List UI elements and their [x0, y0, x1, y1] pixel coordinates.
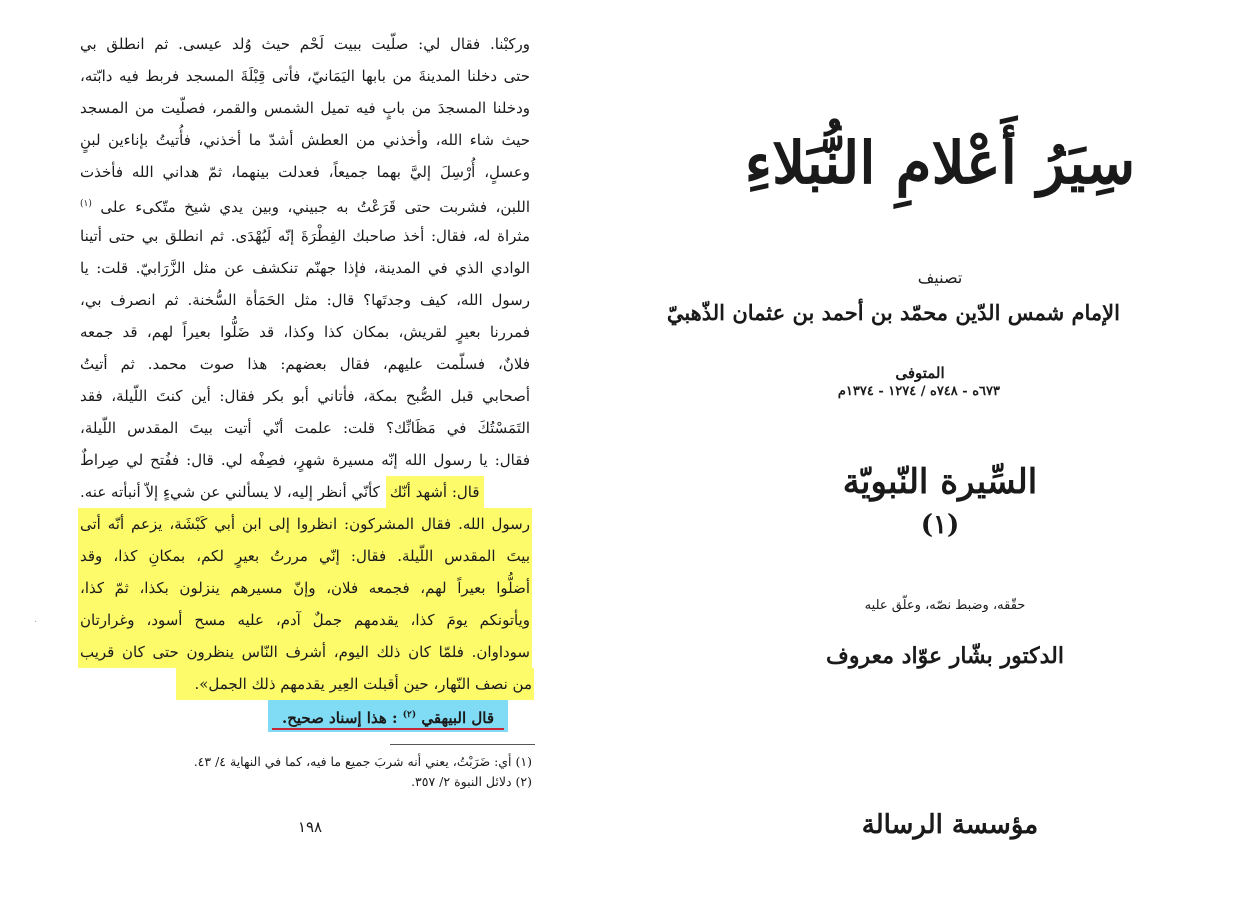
text-line-body: اللبن، فشربت حتى قَرَعْتُ به جبيني، وبين يدي شيخ متّكىء على [100, 198, 530, 216]
text-line: مثراة له، فقال: أخذ صاحبك الفِطْرَةَ إنّه لَيُهْدَى. ثم انطلق بي حتى أتينا [80, 227, 530, 245]
highlighted-line: رسول الله. فقال المشركون: انظروا إلى ابن أبي كَبْشَة، يزعم أنّه أتى [78, 508, 532, 540]
red-underline [272, 728, 504, 730]
text-line-with-footnote [78, 188, 532, 220]
highlighted-line: أضلُّوا بعيراً لهم، فجمعه فلان، وإنّ مسيرهم ينزلون بكذا، ثمّ كذا، [78, 572, 532, 604]
text-line: ودخلنا المسجدَ من بابٍ فيه تميل الشمس والقمر، فصلّيت من المسجد [80, 99, 530, 117]
text-line-mixed [78, 476, 532, 508]
footnote-mark: (٢) [402, 710, 417, 720]
grading-speaker: قال البيهقي [421, 709, 495, 727]
text-line: وركبْنا. فقال لي: صلّيت ببيت لَحْم حيث وُلد عيسى. ثم انطلق بي [80, 35, 530, 53]
footnote-mark: (١) [80, 199, 92, 209]
text-line: رسول الله، كيف وجدتَها؟ قال: مثل الحَمَأة السُّخنة. ثم انصرف بي، [80, 291, 530, 309]
text-line: فقال: يا رسول الله إنّه مسيرة شهرٍ، فصِفْه لي. قال: ففُتح لي صِراطٌ [80, 451, 530, 469]
editor-name: الدكتور بشّار عوّاد معروف [826, 643, 1064, 669]
text-line: التَمَسْتُكَ في مَظَانِّك؟ قلت: علمت أنّي أتيت بيتَ المقدس اللّيلة، [80, 419, 530, 437]
text-line: فلانٌ، فسلّمت عليهم، فقال بعضهم: هذا صوت محمد. ثم أتيتُ [80, 355, 530, 373]
margin-mark: · [34, 617, 38, 628]
text-line: الوادي الذي في المدينة، فإذا جهنّم تنكشف عن مثل الزَّرَابيّ. قلت: يا [80, 259, 530, 277]
volume-number: (١) [920, 510, 960, 540]
author-name: الإمام شمس الدّين محمّد بن أحمد بن عثمان الذّهبيّ [666, 300, 1120, 325]
text-line: حيث شاء الله، وأخذني من العطش أشدّ ما أخذني، فأُتيتُ بإناءين لبنٍ [80, 131, 530, 149]
highlighted-line: سوداوان. فلمّا كان ذلك اليوم، أشرف النّاس ينظرون حتى كان قريب [78, 636, 532, 668]
work-title: السِّيرة النّبويّة [842, 462, 1038, 502]
grading-text: : هذا إسناد صحيح. [281, 709, 398, 727]
publisher-name: مؤسسة الرسالة [861, 810, 1039, 840]
highlighted-line: ويأتونكم يومَ كذا، يقدمهم جملٌ آدم، عليه مسح أسود، وغرارتان [78, 604, 532, 636]
highlighted-line: بيتَ المقدس اللّيلة. فقال: إنّي مررتُ بعيرٍ لكم، بمكانِ كذا، وقد [78, 540, 532, 572]
editor-label: حقّقه، وضبط نصّه، وعلّق عليه [864, 598, 1026, 613]
text-line: فمررنا بعيرٍ لقريش، بمكان كذا وكذا، قد ضَلُّوا بعيراً لهم، قد جمعه [80, 323, 530, 341]
footnote-divider [390, 744, 535, 745]
text-line: حتى دخلنا المدينةَ من بابها اليَمَانيّ، فأتى قِبْلَةَ المسجد فربط فيه دابّته، [80, 67, 530, 85]
main-text [78, 28, 532, 700]
footnote-2: (٢) دلائل النبوة ٢/ ٣٥٧. [411, 774, 532, 789]
highlighted-line-last: من نصف النّهار، حين أقبلت العِير يقدمهم ذلك الجمل». [176, 668, 534, 700]
text-line-body: كأنّي أنظر إليه، لا يسألني عن شيءٍ إلاّ أنبأته عنه. [80, 483, 380, 501]
text-line: وعسلٍ، أُرْسِلَ إليَّ بهما جميعاً، فعدلت بينهما، ثمّ هداني الله فأخذت [80, 163, 530, 181]
authored-by-label: تصنيف [917, 268, 963, 287]
author-dates: ٦٧٣ه - ٧٤٨ه / ١٢٧٤ - ١٣٧٤م [837, 384, 1000, 399]
footnote-1: (١) أي: ضَرَبْتُ، يعني أنه شربَ جميع ما فيه، كما في النهاية ٤/ ٤٣. [193, 754, 532, 769]
highlighted-start: قال: أشهد أنّك [386, 476, 484, 508]
book-title: سِيَرُ أَعْلامِ النُّبَلاءِ [744, 129, 1136, 197]
died-label: المتوفى [895, 364, 945, 382]
text-line: أصحابي قبل الصُّبح بمكة، فأتاني أبو بكر فقال: أين كنتَ اللّيلة، فقد [80, 387, 530, 405]
page-number: ١٩٨ [297, 818, 323, 836]
